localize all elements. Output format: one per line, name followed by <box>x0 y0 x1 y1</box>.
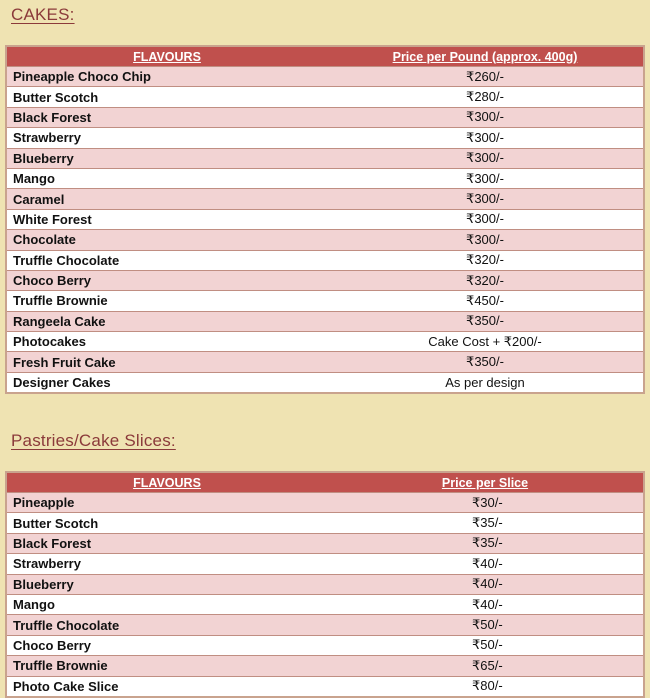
flavour-cell: Caramel <box>6 189 327 209</box>
table-row <box>6 676 644 697</box>
price-cell: ₹300/- <box>327 107 644 127</box>
price-cell: ₹35/- <box>327 533 644 553</box>
flavour-cell: Pineapple Choco Chip <box>6 67 327 87</box>
price-cell: ₹50/- <box>327 635 644 655</box>
price-cell: ₹80/- <box>327 676 644 697</box>
table-row <box>6 635 644 655</box>
cakes-table-body <box>6 67 644 394</box>
pastries-table-body <box>6 493 644 697</box>
price-cell: As per design <box>327 372 644 393</box>
table-row <box>6 67 644 87</box>
price-cell: ₹450/- <box>327 291 644 311</box>
price-cell: Cake Cost + ₹200/- <box>327 332 644 352</box>
table-row <box>6 128 644 148</box>
flavour-cell: Choco Berry <box>6 635 327 655</box>
table-row <box>6 291 644 311</box>
flavour-cell: Mango <box>6 594 327 614</box>
flavour-cell: Designer Cakes <box>6 372 327 393</box>
price-cell: ₹350/- <box>327 311 644 331</box>
table-row <box>6 209 644 229</box>
cakes-price-table <box>5 45 645 394</box>
price-cell: ₹35/- <box>327 513 644 533</box>
table-row <box>6 189 644 209</box>
table-row <box>6 615 644 635</box>
table-row <box>6 250 644 270</box>
flavour-cell: Mango <box>6 168 327 188</box>
flavour-cell: Truffle Brownie <box>6 291 327 311</box>
flavour-cell: Black Forest <box>6 107 327 127</box>
price-cell: ₹300/- <box>327 189 644 209</box>
flavour-cell: Pineapple <box>6 493 327 513</box>
table-row <box>6 270 644 290</box>
table-row <box>6 574 644 594</box>
flavour-cell: Truffle Brownie <box>6 656 327 676</box>
column-header-flavours: FLAVOURS <box>6 472 327 493</box>
table-row <box>6 533 644 553</box>
price-cell: ₹300/- <box>327 168 644 188</box>
table-row <box>6 352 644 372</box>
table-row <box>6 168 644 188</box>
flavour-cell: Strawberry <box>6 554 327 574</box>
price-cell: ₹320/- <box>327 250 644 270</box>
flavour-cell: Fresh Fruit Cake <box>6 352 327 372</box>
price-cell: ₹40/- <box>327 574 644 594</box>
price-cell: ₹300/- <box>327 209 644 229</box>
table-row <box>6 311 644 331</box>
flavour-cell: Chocolate <box>6 230 327 250</box>
flavour-cell: Butter Scotch <box>6 87 327 107</box>
table-row <box>6 332 644 352</box>
cakes-section-title: CAKES: <box>11 5 75 24</box>
flavour-cell: Photo Cake Slice <box>6 676 327 697</box>
flavour-cell: Truffle Chocolate <box>6 250 327 270</box>
price-cell: ₹40/- <box>327 594 644 614</box>
flavour-cell: Black Forest <box>6 533 327 553</box>
table-row <box>6 230 644 250</box>
table-row <box>6 656 644 676</box>
flavour-cell: Truffle Chocolate <box>6 615 327 635</box>
flavour-cell: Butter Scotch <box>6 513 327 533</box>
flavour-cell: Strawberry <box>6 128 327 148</box>
flavour-cell: Photocakes <box>6 332 327 352</box>
flavour-cell: Blueberry <box>6 148 327 168</box>
price-cell: ₹280/- <box>327 87 644 107</box>
price-cell: ₹350/- <box>327 352 644 372</box>
table-row <box>6 107 644 127</box>
table-row <box>6 513 644 533</box>
table-row <box>6 148 644 168</box>
flavour-cell: Rangeela Cake <box>6 311 327 331</box>
flavour-cell: Blueberry <box>6 574 327 594</box>
price-cell: ₹50/- <box>327 615 644 635</box>
price-cell: ₹300/- <box>327 148 644 168</box>
table-row <box>6 594 644 614</box>
table-header-row <box>6 472 644 493</box>
price-cell: ₹300/- <box>327 230 644 250</box>
price-cell: ₹65/- <box>327 656 644 676</box>
column-header-price: Price per Pound (approx. 400g) <box>327 46 644 67</box>
table-row <box>6 493 644 513</box>
table-header-row <box>6 46 644 67</box>
column-header-flavours: FLAVOURS <box>6 46 327 67</box>
flavour-cell: Choco Berry <box>6 270 327 290</box>
price-cell: ₹40/- <box>327 554 644 574</box>
price-cell: ₹300/- <box>327 128 644 148</box>
price-cell: ₹30/- <box>327 493 644 513</box>
pastries-section-title: Pastries/Cake Slices: <box>11 431 176 450</box>
column-header-price: Price per Slice <box>327 472 644 493</box>
pastries-price-table <box>5 471 645 698</box>
table-row <box>6 372 644 393</box>
price-cell: ₹260/- <box>327 67 644 87</box>
flavour-cell: White Forest <box>6 209 327 229</box>
price-cell: ₹320/- <box>327 270 644 290</box>
table-row <box>6 554 644 574</box>
table-row <box>6 87 644 107</box>
